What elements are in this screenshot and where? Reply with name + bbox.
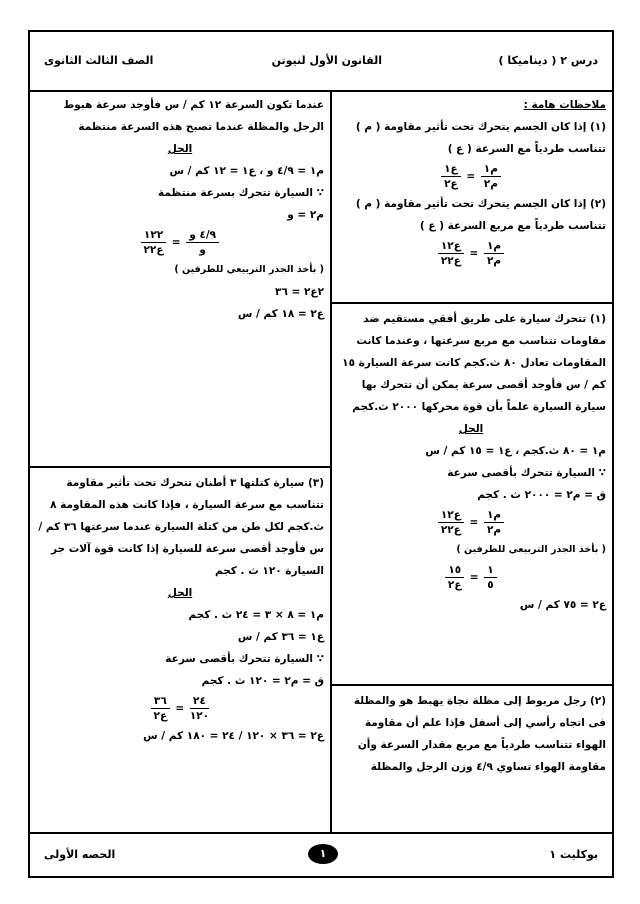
notes-box — [330, 90, 612, 304]
right-column — [330, 90, 612, 834]
question-2-text: (٢) رجل مربوط إلى مظلة نجاة يهبط هو والمظلة فى اتجاه رأسي إلى أسفل فإذا علم أن مقاومة الهواء تتناسب طردياً مع مربع مقدار السرعة وأن مقاومة الهواء تساوي ٤/٩ وزن الرجل والمظلة — [353, 695, 606, 773]
author-label: بوكليت ١ — [549, 848, 598, 861]
q2-cont-text: عندما تكون السرعة ١٢ كم / س فأوجد سرعة هبوط الرجل والمظلة عندما تصبح هذه السرعة منتظمة — [63, 99, 324, 133]
q3-line-2: ع١ = ٣٦ كم / س — [237, 631, 324, 643]
q3-line-4: ق = م٢ = ١٢٠ ث . كجم — [201, 675, 324, 687]
note-2: (٢) إذا كان الجسم يتحرك تحت تأثير مقاومة ( م ) تتناسب طردياً مع مربع السرعة ( ع ) — [355, 198, 606, 232]
q1-line-2: ∵ السيارة تتحرك بأقصى سرعة — [447, 467, 606, 479]
q2-note: ( بأخذ الجذر التربيعي للطرفين ) — [174, 264, 324, 275]
solution-label: الحل — [458, 423, 484, 435]
page-frame — [28, 30, 614, 878]
question-2-solution — [30, 90, 330, 468]
left-column — [30, 90, 332, 834]
grade-label: الصف الثالث الثانوى — [44, 54, 154, 67]
question-1 — [330, 304, 612, 686]
question-3 — [30, 468, 330, 800]
q1-line-3: ق = م٢ = ٢٠٠٠ ث . كجم — [477, 489, 606, 501]
q3-line-3: ∵ السيارة تتحرك بأقصى سرعة — [165, 653, 324, 665]
q2-line-4: ٢ع٢ = ٣٦ — [275, 286, 324, 298]
lesson-label: درس ٢ ( ديناميكا ) — [498, 54, 598, 67]
note-1-formula: $\frac{\text{ع١}}{\text{ع٢}}$ = $\frac{\text{م١}}{\text{م٢}}$ — [336, 162, 606, 191]
q1-eq-1: $\frac{\text{ع١٢}}{\text{ع٢٢}}$ = $\frac{\text{م١}}{\text{م٢}}$ — [336, 508, 606, 537]
page-title: القانون الأول لنيوتن — [271, 54, 382, 67]
page-footer — [30, 832, 612, 876]
q2-eq-1: $\frac{١٢٢}{\text{ع٢٢}}$ = $\frac{\text{٤/٩ و}}{\text{و}}$ — [36, 228, 324, 257]
question-1-text: (١) تتحرك سيارة على طريق أفقي مستقيم ضد مقاومات تتناسب مع مربع سرعتها ، وعندما كانت المقاومات تعادل ٨٠ ث.كجم كانت سرعة السيارة ١٥ كم / س فأوجد أقصى سرعة يمكن أن تتحرك بها سيارة السيارة علماً بأن قوة محركها ٢٠٠٠ ث.كجم — [342, 313, 606, 413]
q3-line-1: م١ = ٨ × ٣ = ٢٤ ث . كجم — [188, 609, 324, 621]
q2-line-3: م٢ = و — [287, 209, 324, 221]
q3-eq: $\frac{٣٦}{\text{ع٢}}$ = $\frac{٢٤}{١٢٠}$ — [36, 694, 324, 723]
q1-note: ( بأخذ الجذر التربيعي للطرفين ) — [456, 544, 606, 555]
q2-line-1: م١ = ٤/٩ و ، ع١ = ١٢ كم / س — [169, 165, 324, 177]
q1-line-1: م١ = ٨٠ ث.كجم ، ع١ = ١٥ كم / س — [425, 445, 606, 457]
session-label: الحصه الأولى — [44, 848, 116, 861]
page-number: ١ — [308, 844, 338, 864]
note-1: (١) إذا كان الجسم يتحرك تحت تأثير مقاومة ( م ) تتناسب طردياً مع السرعة ( ع ) — [355, 121, 606, 155]
solution-label: الحل — [167, 143, 193, 155]
q2-line-2: ∵ السيارة تتحرك بسرعة منتظمة — [158, 187, 324, 199]
question-3-text: (٣) سيارة كتلتها ٣ أطنان تتحرك تحت تأثير مقاومة تتناسب مع سرعة السيارة ، فإذا كانت هذه المقاومة ٨ ث.كجم لكل طن من كتلة السيارة عندما سرعتها ٣٦ كم / س فأوجد أقصى سرعة للسيارة إذا كانت قوة آلات جر السيارة ١٢٠ ث . كجم — [38, 477, 324, 577]
question-2 — [330, 686, 612, 800]
q2-answer: ع٢ = ١٨ كم / س — [237, 308, 324, 320]
q1-answer: ع٢ = ٧٥ كم / س — [519, 599, 606, 611]
page-header — [30, 32, 612, 92]
q1-eq-2: $\frac{١٥}{\text{ع٢}}$ = $\frac{١}{٥}$ — [336, 563, 606, 592]
notes-heading: ملاحظات هامة : — [523, 99, 606, 111]
note-2-formula: $\frac{\text{ع١٢}}{\text{ع٢٢}}$ = $\frac{\text{م١}}{\text{م٢}}$ — [336, 239, 606, 268]
q3-answer: ع٢ = ٣٦ × ١٢٠ / ٢٤ = ١٨٠ كم / س — [143, 730, 324, 742]
solution-label: الحل — [167, 587, 193, 599]
